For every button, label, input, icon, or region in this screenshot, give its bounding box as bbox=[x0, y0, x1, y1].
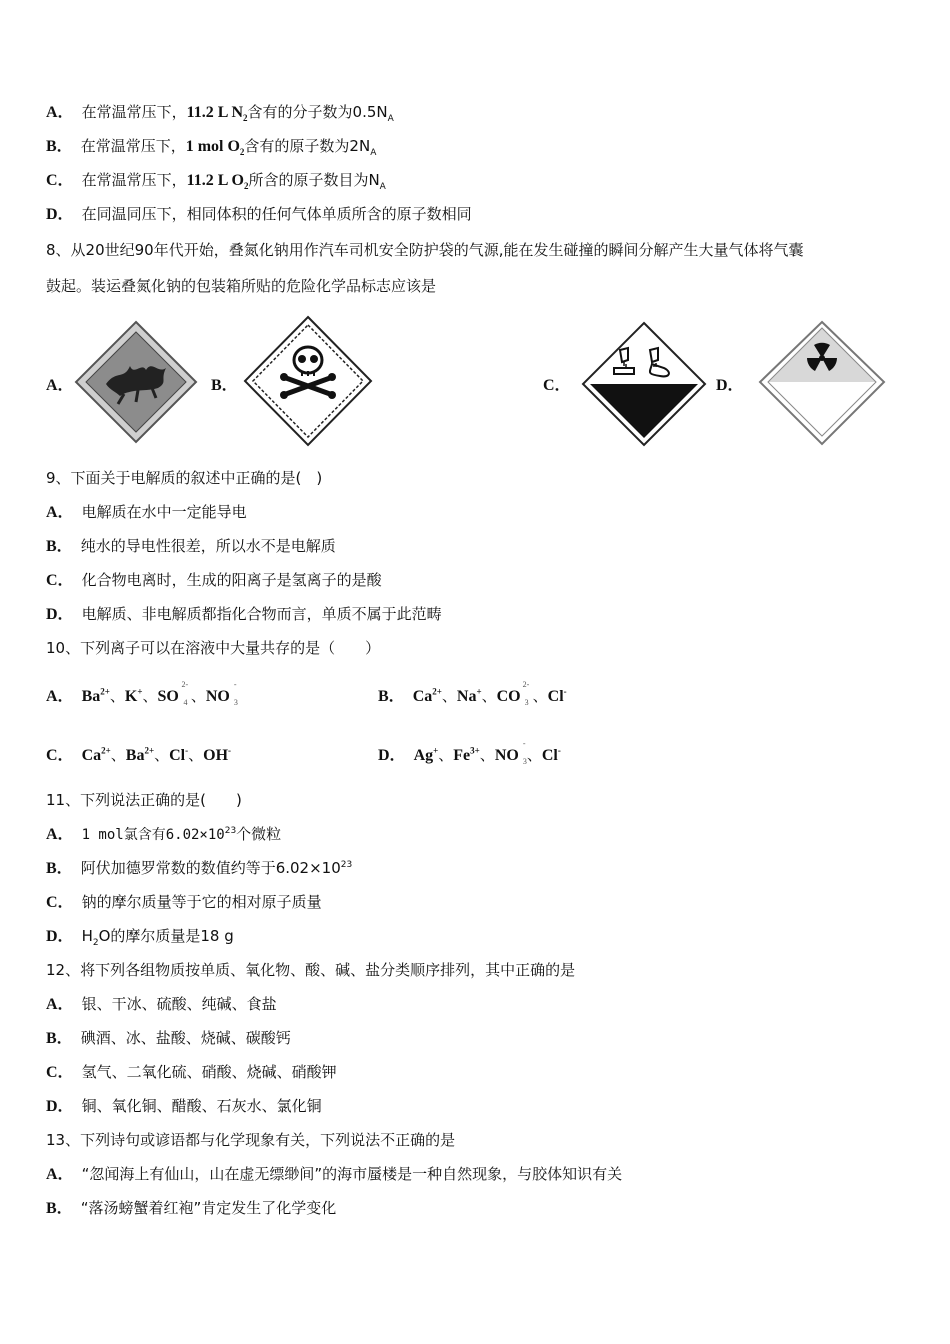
option-letter: D． bbox=[378, 747, 406, 764]
option-letter: C． bbox=[46, 894, 74, 911]
q10-stem: 10、下列离子可以在溶液中大量共存的是（ ） bbox=[46, 639, 381, 657]
subscript: 2 bbox=[92, 938, 99, 948]
q13-option-b bbox=[46, 1198, 336, 1219]
superscript: 23 bbox=[224, 826, 237, 836]
subscript: A bbox=[387, 114, 394, 124]
option-text: 钠的摩尔质量等于它的相对原子质量 bbox=[81, 893, 322, 911]
option-text: 电解质在水中一定能导电 bbox=[81, 503, 247, 521]
option-text: 个微粒 bbox=[236, 825, 282, 843]
option-text: 银、干冰、硫酸、纯碱、食盐 bbox=[81, 995, 277, 1013]
option-letter: A． bbox=[46, 104, 74, 121]
option-letter: B． bbox=[46, 860, 73, 877]
flammable-solid-sign-icon bbox=[72, 318, 200, 450]
option-letter: D． bbox=[46, 1098, 74, 1115]
q11-option-a bbox=[46, 824, 281, 845]
ion: Na+ bbox=[456, 686, 482, 705]
ion: SO 2- 4 bbox=[157, 680, 189, 707]
formula: 1 mol $O_2$ bbox=[185, 138, 245, 158]
q10-option-a: A． $Ba^{2+}$、K+、SO 2- 4 、NO - 3 bbox=[46, 680, 238, 707]
q11-option-c bbox=[46, 892, 322, 913]
ion: Cl- bbox=[541, 745, 561, 764]
q9-stem: 9、下面关于电解质的叙述中正确的是( ) bbox=[46, 469, 323, 487]
option-text: 在同温同压下，相同体积的任何气体单质所含的原子数相同 bbox=[81, 205, 472, 223]
option-text: 在常温常压下， bbox=[81, 103, 187, 121]
ion: OH- bbox=[203, 745, 232, 764]
option-text: 化合物电离时，生成的阳离子是氢离子的是酸 bbox=[81, 571, 382, 589]
toxic-skull-sign-icon bbox=[242, 314, 374, 452]
q10-option-b: B． $Ca^{2+}$、Na+、CO 2- 3 、Cl- bbox=[378, 680, 567, 707]
option-text: 纯水的导电性很差，所以水不是电解质 bbox=[80, 537, 336, 555]
ion: K+ bbox=[124, 686, 143, 705]
q8-label-b: B． bbox=[211, 377, 238, 394]
option-text: “落汤螃蟹着红袍”肯定发生了化学变化 bbox=[80, 1199, 337, 1217]
ion: CO 2- 3 bbox=[496, 680, 530, 707]
option-letter: A． bbox=[46, 996, 74, 1013]
q9-option-a bbox=[46, 502, 247, 523]
ion: $Ba^{2+}$ bbox=[125, 745, 155, 764]
subscript: A bbox=[370, 148, 377, 158]
option-letter: D． bbox=[46, 606, 74, 623]
option-text: 1 mol氯含有6.02×10 bbox=[81, 827, 225, 843]
subscript: A bbox=[379, 182, 386, 192]
option-text: 阿伏加德罗常数的数值约等于6.02×10 bbox=[80, 859, 341, 877]
formula: 11.2 L $O_2$ bbox=[186, 172, 249, 192]
ion: $Ca^{2+}$ bbox=[81, 745, 111, 764]
ion: $Ca^{2+}$ bbox=[412, 686, 442, 705]
option-text: 在常温常压下， bbox=[81, 171, 187, 189]
option-letter: D． bbox=[46, 928, 74, 945]
option-letter: B． bbox=[46, 538, 73, 555]
option-letter: C． bbox=[46, 172, 74, 189]
q10-option-d: D． Ag+、$Fe^{3+}$、NO - 3 、Cl- bbox=[378, 739, 561, 766]
option-letter: B． bbox=[46, 1200, 73, 1217]
option-letter: C． bbox=[46, 572, 74, 589]
ion: Cl- bbox=[169, 745, 189, 764]
q9-option-c bbox=[46, 570, 382, 591]
ion: NO - 3 bbox=[205, 680, 238, 707]
q12-option-b bbox=[46, 1028, 291, 1049]
option-letter: B． bbox=[378, 688, 405, 705]
q8-stem-line2: 鼓起。装运叠氮化钠的包装箱所贴的危险化学品标志应该是 bbox=[46, 277, 437, 295]
ion: $Fe^{3+}$ bbox=[453, 745, 480, 764]
q12-option-a bbox=[46, 994, 277, 1015]
option-letter: A． bbox=[46, 1166, 74, 1183]
q7-option-d bbox=[46, 204, 472, 225]
option-text: 碘酒、冰、盐酸、烧碱、碳酸钙 bbox=[80, 1029, 291, 1047]
q13-stem: 13、下列诗句或谚语都与化学现象有关，下列说法不正确的是 bbox=[46, 1131, 456, 1149]
radioactive-sign-icon bbox=[756, 318, 888, 452]
q13-option-a bbox=[46, 1164, 622, 1185]
q8-label-d: D． bbox=[716, 377, 744, 394]
q8-label-a: A． bbox=[46, 377, 74, 394]
option-text: 含有的分子数为0.5N bbox=[247, 103, 388, 121]
q7-option-c bbox=[46, 170, 386, 191]
corrosive-sign-icon bbox=[580, 320, 708, 452]
q8-stem-line1: 8、从20世纪90年代开始，叠氮化钠用作汽车司机安全防护袋的气源,能在发生碰撞的瞬间分解产生大量气体将气囊 bbox=[46, 241, 804, 259]
q9-option-d bbox=[46, 604, 442, 625]
option-text: 铜、氧化铜、醋酸、石灰水、氯化铜 bbox=[81, 1097, 322, 1115]
ion: Cl- bbox=[547, 686, 567, 705]
option-text: 在常温常压下， bbox=[80, 137, 186, 155]
q12-option-d bbox=[46, 1096, 322, 1117]
q8-label-c: C． bbox=[543, 377, 571, 394]
ion: Ag+ bbox=[413, 745, 439, 764]
q11-stem: 11、下列说法正确的是( ) bbox=[46, 791, 242, 809]
q7-option-a bbox=[46, 102, 394, 123]
q12-option-c bbox=[46, 1062, 337, 1083]
option-text: 电解质、非电解质都指化合物而言，单质不属于此范畴 bbox=[81, 605, 442, 623]
q11-option-d bbox=[46, 926, 234, 947]
option-letter: C． bbox=[46, 1064, 74, 1081]
option-text: “忽闻海上有仙山，山在虚无缥缈间”的海市蜃楼是一种自然现象，与胶体知识有关 bbox=[81, 1165, 623, 1183]
option-text: H bbox=[81, 927, 93, 945]
option-text: 含有的原子数为2N bbox=[244, 137, 371, 155]
q11-option-b bbox=[46, 858, 352, 879]
option-letter: B． bbox=[46, 138, 73, 155]
ion: NO - 3 bbox=[494, 739, 527, 766]
option-letter: C． bbox=[46, 747, 74, 764]
superscript: 23 bbox=[340, 860, 353, 870]
option-text: O的摩尔质量是18 g bbox=[98, 927, 234, 945]
q7-option-b bbox=[46, 136, 376, 157]
option-text: 氢气、二氧化硫、硝酸、烧碱、硝酸钾 bbox=[81, 1063, 337, 1081]
q9-option-b bbox=[46, 536, 336, 557]
option-letter: A． bbox=[46, 688, 74, 705]
option-letter: A． bbox=[46, 504, 74, 521]
option-text: 所含的原子数目为N bbox=[248, 171, 380, 189]
q12-stem: 12、将下列各组物质按单质、氧化物、酸、碱、盐分类顺序排列，其中正确的是 bbox=[46, 961, 576, 979]
q10-option-c: C． $Ca^{2+}$、$Ba^{2+}$、Cl-、OH- bbox=[46, 745, 232, 764]
option-letter: A． bbox=[46, 826, 74, 843]
ion: $Ba^{2+}$ bbox=[81, 686, 110, 705]
formula: 11.2 L $N_2$ bbox=[186, 104, 248, 124]
option-letter: D． bbox=[46, 206, 74, 223]
option-letter: B． bbox=[46, 1030, 73, 1047]
